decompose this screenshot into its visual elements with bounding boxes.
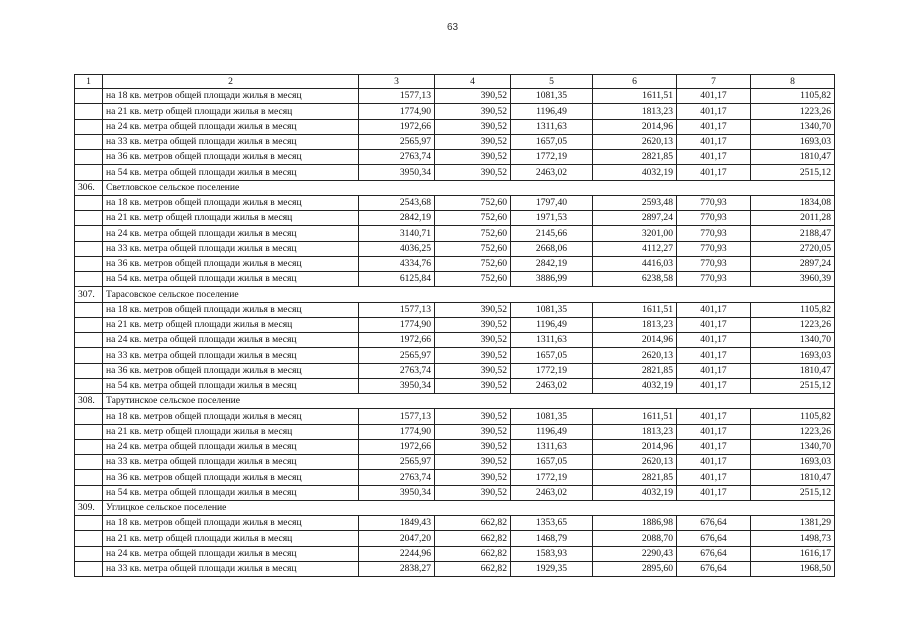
value-cell-col-8: 1834,08 (751, 195, 835, 210)
value-cell-col-7: 401,17 (677, 302, 751, 317)
value-cell-col-5: 3886,99 (511, 272, 593, 287)
value-cell-col-4: 752,60 (435, 256, 511, 271)
value-cell-col-4: 752,60 (435, 241, 511, 256)
value-cell-col-4: 390,52 (435, 302, 511, 317)
value-cell-col-6: 4112,27 (593, 241, 677, 256)
value-cell-col-5: 1311,63 (511, 333, 593, 348)
row-index-cell (75, 302, 103, 317)
table-row (75, 104, 835, 119)
row-label: на 18 кв. метров общей площади жилья в месяц (103, 516, 359, 531)
value-cell-col-8: 1105,82 (751, 409, 835, 424)
value-cell-col-6: 1611,51 (593, 89, 677, 104)
value-cell-col-8: 1810,47 (751, 150, 835, 165)
value-cell-col-8: 3960,39 (751, 272, 835, 287)
value-cell-col-5: 1657,05 (511, 134, 593, 149)
value-cell-col-5: 1657,05 (511, 455, 593, 470)
table-row (75, 272, 835, 287)
settlement-row (75, 287, 835, 302)
value-cell-col-7: 401,17 (677, 119, 751, 134)
value-cell-col-4: 662,82 (435, 516, 511, 531)
value-cell-col-7: 401,17 (677, 165, 751, 180)
row-index-cell (75, 546, 103, 561)
value-cell-col-3: 3950,34 (359, 485, 435, 500)
header-row (75, 75, 835, 89)
value-cell-col-5: 1772,19 (511, 150, 593, 165)
value-cell-col-3: 1774,90 (359, 317, 435, 332)
row-index-cell (75, 485, 103, 500)
value-cell-col-5: 2463,02 (511, 378, 593, 393)
value-cell-col-6: 2821,85 (593, 470, 677, 485)
value-cell-col-5: 2842,19 (511, 256, 593, 271)
value-cell-col-8: 1693,03 (751, 455, 835, 470)
settlement-row (75, 500, 835, 515)
row-label: на 54 кв. метра общей площади жилья в месяц (103, 485, 359, 500)
value-cell-col-4: 390,52 (435, 378, 511, 393)
value-cell-col-4: 390,52 (435, 165, 511, 180)
value-cell-col-7: 401,17 (677, 317, 751, 332)
value-cell-col-6: 6238,58 (593, 272, 677, 287)
row-label: на 36 кв. метров общей площади жилья в месяц (103, 256, 359, 271)
value-cell-col-8: 2515,12 (751, 165, 835, 180)
value-cell-col-6: 2620,13 (593, 455, 677, 470)
table-row (75, 546, 835, 561)
row-label: на 36 кв. метров общей площади жилья в месяц (103, 150, 359, 165)
value-cell-col-4: 390,52 (435, 104, 511, 119)
row-index-cell (75, 561, 103, 576)
row-index-cell (75, 89, 103, 104)
value-cell-col-4: 752,60 (435, 226, 511, 241)
table-row (75, 333, 835, 348)
value-cell-col-4: 390,52 (435, 439, 511, 454)
row-index-cell (75, 195, 103, 210)
value-cell-col-7: 676,64 (677, 531, 751, 546)
row-index-cell (75, 516, 103, 531)
row-label: на 24 кв. метра общей площади жилья в месяц (103, 333, 359, 348)
header-cell: 2 (103, 75, 359, 89)
row-label: на 24 кв. метра общей площади жилья в месяц (103, 226, 359, 241)
value-cell-col-3: 2565,97 (359, 134, 435, 149)
value-cell-col-4: 752,60 (435, 195, 511, 210)
table-row (75, 195, 835, 210)
value-cell-col-8: 1223,26 (751, 424, 835, 439)
row-label: на 33 кв. метра общей площади жилья в месяц (103, 455, 359, 470)
value-cell-col-8: 2515,12 (751, 378, 835, 393)
value-cell-col-7: 770,93 (677, 226, 751, 241)
row-index-cell (75, 119, 103, 134)
value-cell-col-3: 2763,74 (359, 363, 435, 378)
header-cell: 1 (75, 75, 103, 89)
row-index-cell (75, 256, 103, 271)
value-cell-col-6: 1813,23 (593, 104, 677, 119)
table-row (75, 134, 835, 149)
row-label: на 54 кв. метра общей площади жилья в месяц (103, 165, 359, 180)
value-cell-col-7: 770,93 (677, 256, 751, 271)
header-cell: 7 (677, 75, 751, 89)
value-cell-col-5: 2463,02 (511, 485, 593, 500)
value-cell-col-4: 390,52 (435, 134, 511, 149)
value-cell-col-7: 401,17 (677, 348, 751, 363)
table-row (75, 348, 835, 363)
value-cell-col-7: 770,93 (677, 211, 751, 226)
value-cell-col-6: 1611,51 (593, 409, 677, 424)
value-cell-col-4: 390,52 (435, 424, 511, 439)
value-cell-col-6: 2620,13 (593, 348, 677, 363)
row-label: на 54 кв. метра общей площади жилья в месяц (103, 272, 359, 287)
settlement-name: Светловское сельское поселение (103, 180, 359, 195)
value-cell-col-5: 1081,35 (511, 89, 593, 104)
settlement-name: Углицкое сельское поселение (103, 500, 359, 515)
value-cell-col-8: 2188,47 (751, 226, 835, 241)
value-cell-col-8: 2720,05 (751, 241, 835, 256)
row-label: на 21 кв. метр общей площади жилья в месяц (103, 531, 359, 546)
row-index-cell (75, 409, 103, 424)
value-cell-col-3: 2842,19 (359, 211, 435, 226)
value-cell-col-7: 770,93 (677, 195, 751, 210)
value-cell-col-8: 1340,70 (751, 333, 835, 348)
value-cell-col-6: 2014,96 (593, 119, 677, 134)
value-cell-col-8: 1693,03 (751, 348, 835, 363)
row-label: на 33 кв. метра общей площади жилья в месяц (103, 134, 359, 149)
value-cell-col-6: 1886,98 (593, 516, 677, 531)
value-cell-col-3: 3140,71 (359, 226, 435, 241)
row-index-cell (75, 424, 103, 439)
value-cell-col-5: 1353,65 (511, 516, 593, 531)
value-cell-col-7: 401,17 (677, 363, 751, 378)
value-cell-col-6: 4032,19 (593, 485, 677, 500)
row-index-cell (75, 348, 103, 363)
value-cell-col-5: 1797,40 (511, 195, 593, 210)
value-cell-col-4: 662,82 (435, 546, 511, 561)
header-cell: 4 (435, 75, 511, 89)
value-cell-col-3: 3950,34 (359, 378, 435, 393)
row-label: на 21 кв. метр общей площади жилья в месяц (103, 424, 359, 439)
table-row (75, 150, 835, 165)
value-cell-col-6: 2088,70 (593, 531, 677, 546)
table-row (75, 424, 835, 439)
value-cell-col-4: 390,52 (435, 409, 511, 424)
table-row (75, 165, 835, 180)
tariff-table (74, 74, 835, 577)
row-label: на 24 кв. метра общей площади жилья в месяц (103, 119, 359, 134)
value-cell-col-8: 1381,29 (751, 516, 835, 531)
value-cell-col-4: 390,52 (435, 348, 511, 363)
value-cell-col-3: 4334,76 (359, 256, 435, 271)
row-label: на 18 кв. метров общей площади жилья в месяц (103, 302, 359, 317)
value-cell-col-8: 1498,73 (751, 531, 835, 546)
value-cell-col-3: 1577,13 (359, 409, 435, 424)
value-cell-col-7: 401,17 (677, 104, 751, 119)
value-cell-col-6: 2821,85 (593, 363, 677, 378)
settlement-row (75, 180, 835, 195)
settlement-number: 307. (75, 287, 103, 302)
value-cell-col-7: 770,93 (677, 272, 751, 287)
value-cell-col-8: 2515,12 (751, 485, 835, 500)
table-row (75, 302, 835, 317)
table-row (75, 485, 835, 500)
row-index-cell (75, 455, 103, 470)
value-cell-col-3: 2543,68 (359, 195, 435, 210)
value-cell-col-3: 1972,66 (359, 439, 435, 454)
value-cell-col-5: 1657,05 (511, 348, 593, 363)
value-cell-col-4: 662,82 (435, 561, 511, 576)
value-cell-col-6: 4032,19 (593, 165, 677, 180)
value-cell-col-4: 390,52 (435, 89, 511, 104)
value-cell-col-8: 1810,47 (751, 470, 835, 485)
value-cell-col-7: 401,17 (677, 150, 751, 165)
row-index-cell (75, 470, 103, 485)
value-cell-col-5: 1583,93 (511, 546, 593, 561)
value-cell-col-6: 2593,48 (593, 195, 677, 210)
value-cell-col-7: 401,17 (677, 409, 751, 424)
row-index-cell (75, 363, 103, 378)
value-cell-col-7: 401,17 (677, 424, 751, 439)
row-index-cell (75, 211, 103, 226)
value-cell-col-7: 401,17 (677, 455, 751, 470)
value-cell-col-5: 1196,49 (511, 104, 593, 119)
value-cell-col-3: 1774,90 (359, 104, 435, 119)
value-cell-col-8: 1223,26 (751, 104, 835, 119)
value-cell-col-8: 2011,28 (751, 211, 835, 226)
value-cell-col-7: 401,17 (677, 134, 751, 149)
value-cell-col-3: 4036,25 (359, 241, 435, 256)
settlement-number: 309. (75, 500, 103, 515)
value-cell-col-6: 2821,85 (593, 150, 677, 165)
value-cell-col-7: 770,93 (677, 241, 751, 256)
table-row (75, 119, 835, 134)
value-cell-col-4: 390,52 (435, 470, 511, 485)
row-index-cell (75, 531, 103, 546)
value-cell-col-8: 1616,17 (751, 546, 835, 561)
table-body (75, 75, 835, 577)
value-cell-col-7: 401,17 (677, 89, 751, 104)
value-cell-col-5: 1311,63 (511, 119, 593, 134)
settlement-number: 306. (75, 180, 103, 195)
value-cell-col-5: 1772,19 (511, 470, 593, 485)
row-label: на 18 кв. метров общей площади жилья в месяц (103, 195, 359, 210)
table-row (75, 256, 835, 271)
settlement-row (75, 394, 835, 409)
value-cell-col-6: 2895,60 (593, 561, 677, 576)
value-cell-col-4: 390,52 (435, 455, 511, 470)
row-label: на 24 кв. метра общей площади жилья в месяц (103, 546, 359, 561)
value-cell-col-3: 3950,34 (359, 165, 435, 180)
value-cell-col-5: 2463,02 (511, 165, 593, 180)
row-index-cell (75, 378, 103, 393)
table-row (75, 211, 835, 226)
value-cell-col-8: 1810,47 (751, 363, 835, 378)
table-row (75, 516, 835, 531)
row-label: на 24 кв. метра общей площади жилья в месяц (103, 439, 359, 454)
value-cell-col-6: 2897,24 (593, 211, 677, 226)
table-row (75, 531, 835, 546)
value-cell-col-3: 1972,66 (359, 119, 435, 134)
table-row (75, 409, 835, 424)
settlement-empty-cell (359, 500, 835, 515)
value-cell-col-8: 1340,70 (751, 119, 835, 134)
row-label: на 36 кв. метров общей площади жилья в месяц (103, 470, 359, 485)
value-cell-col-7: 401,17 (677, 439, 751, 454)
header-cell: 6 (593, 75, 677, 89)
value-cell-col-4: 390,52 (435, 119, 511, 134)
value-cell-col-3: 1849,43 (359, 516, 435, 531)
table-row (75, 89, 835, 104)
value-cell-col-6: 3201,00 (593, 226, 677, 241)
row-label: на 18 кв. метров общей площади жилья в месяц (103, 409, 359, 424)
value-cell-col-8: 2897,24 (751, 256, 835, 271)
page-number: 63 (446, 22, 459, 33)
value-cell-col-6: 1813,23 (593, 317, 677, 332)
settlement-name: Тарутинское сельское поселение (103, 394, 359, 409)
value-cell-col-8: 1223,26 (751, 317, 835, 332)
value-cell-col-4: 390,52 (435, 333, 511, 348)
settlement-empty-cell (359, 287, 835, 302)
row-index-cell (75, 439, 103, 454)
table-row (75, 317, 835, 332)
value-cell-col-7: 676,64 (677, 516, 751, 531)
table-row (75, 561, 835, 576)
row-label: на 33 кв. метра общей площади жилья в месяц (103, 241, 359, 256)
value-cell-col-6: 2620,13 (593, 134, 677, 149)
value-cell-col-3: 2763,74 (359, 470, 435, 485)
value-cell-col-3: 1972,66 (359, 333, 435, 348)
value-cell-col-6: 2014,96 (593, 333, 677, 348)
header-cell: 8 (751, 75, 835, 89)
value-cell-col-6: 4416,03 (593, 256, 677, 271)
value-cell-col-4: 390,52 (435, 317, 511, 332)
row-index-cell (75, 165, 103, 180)
value-cell-col-7: 401,17 (677, 485, 751, 500)
table-row (75, 455, 835, 470)
settlement-empty-cell (359, 394, 835, 409)
value-cell-col-4: 390,52 (435, 363, 511, 378)
value-cell-col-8: 1105,82 (751, 302, 835, 317)
value-cell-col-7: 401,17 (677, 333, 751, 348)
table-row (75, 378, 835, 393)
row-label: на 33 кв. метра общей площади жилья в месяц (103, 348, 359, 363)
row-index-cell (75, 272, 103, 287)
value-cell-col-7: 401,17 (677, 378, 751, 393)
row-index-cell (75, 317, 103, 332)
value-cell-col-8: 1340,70 (751, 439, 835, 454)
table-row (75, 439, 835, 454)
row-label: на 36 кв. метров общей площади жилья в месяц (103, 363, 359, 378)
value-cell-col-5: 1468,79 (511, 531, 593, 546)
row-index-cell (75, 134, 103, 149)
row-label: на 54 кв. метра общей площади жилья в месяц (103, 378, 359, 393)
value-cell-col-5: 1081,35 (511, 302, 593, 317)
row-label: на 18 кв. метров общей площади жилья в месяц (103, 89, 359, 104)
value-cell-col-3: 2047,20 (359, 531, 435, 546)
value-cell-col-5: 1772,19 (511, 363, 593, 378)
value-cell-col-5: 2145,66 (511, 226, 593, 241)
settlement-number: 308. (75, 394, 103, 409)
value-cell-col-5: 1196,49 (511, 317, 593, 332)
row-index-cell (75, 104, 103, 119)
value-cell-col-5: 2668,06 (511, 241, 593, 256)
value-cell-col-8: 1693,03 (751, 134, 835, 149)
value-cell-col-3: 1774,90 (359, 424, 435, 439)
value-cell-col-6: 4032,19 (593, 378, 677, 393)
value-cell-col-3: 2565,97 (359, 348, 435, 363)
value-cell-col-3: 1577,13 (359, 89, 435, 104)
table-row (75, 226, 835, 241)
settlement-empty-cell (359, 180, 835, 195)
row-index-cell (75, 150, 103, 165)
row-label: на 21 кв. метр общей площади жилья в месяц (103, 317, 359, 332)
value-cell-col-7: 676,64 (677, 546, 751, 561)
row-index-cell (75, 241, 103, 256)
value-cell-col-7: 401,17 (677, 470, 751, 485)
value-cell-col-4: 752,60 (435, 211, 511, 226)
value-cell-col-6: 2290,43 (593, 546, 677, 561)
header-cell: 5 (511, 75, 593, 89)
row-index-cell (75, 226, 103, 241)
settlement-name: Тарасовское сельское поселение (103, 287, 359, 302)
row-label: на 21 кв. метр общей площади жилья в месяц (103, 104, 359, 119)
table-row (75, 363, 835, 378)
value-cell-col-5: 1971,53 (511, 211, 593, 226)
row-label: на 33 кв. метра общей площади жилья в месяц (103, 561, 359, 576)
value-cell-col-5: 1196,49 (511, 424, 593, 439)
row-label: на 21 кв. метр общей площади жилья в месяц (103, 211, 359, 226)
value-cell-col-6: 2014,96 (593, 439, 677, 454)
value-cell-col-7: 676,64 (677, 561, 751, 576)
value-cell-col-3: 6125,84 (359, 272, 435, 287)
value-cell-col-4: 662,82 (435, 531, 511, 546)
value-cell-col-3: 2565,97 (359, 455, 435, 470)
value-cell-col-4: 752,60 (435, 272, 511, 287)
value-cell-col-8: 1968,50 (751, 561, 835, 576)
value-cell-col-8: 1105,82 (751, 89, 835, 104)
value-cell-col-5: 1929,35 (511, 561, 593, 576)
value-cell-col-3: 1577,13 (359, 302, 435, 317)
value-cell-col-5: 1081,35 (511, 409, 593, 424)
row-index-cell (75, 333, 103, 348)
table-row (75, 241, 835, 256)
table-row (75, 470, 835, 485)
value-cell-col-3: 2763,74 (359, 150, 435, 165)
value-cell-col-5: 1311,63 (511, 439, 593, 454)
value-cell-col-4: 390,52 (435, 150, 511, 165)
value-cell-col-6: 1611,51 (593, 302, 677, 317)
value-cell-col-4: 390,52 (435, 485, 511, 500)
value-cell-col-3: 2244,96 (359, 546, 435, 561)
value-cell-col-6: 1813,23 (593, 424, 677, 439)
header-cell: 3 (359, 75, 435, 89)
value-cell-col-3: 2838,27 (359, 561, 435, 576)
